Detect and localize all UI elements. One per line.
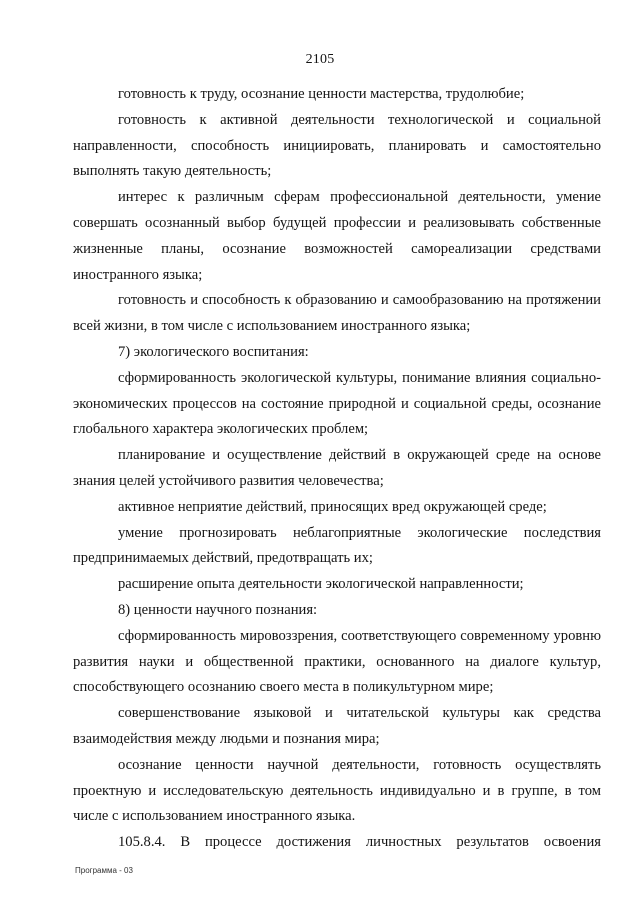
page-footer: Программа - 03 [75, 866, 133, 875]
paragraph: планирование и осуществление действий в окружающей среде на основе знания целей устойчивого развития человечества; [73, 447, 601, 489]
paragraph: осознание ценности научной деятельности, готовность осуществлять проектную и исследовательскую деятельность индивидуально и в группе, в том числе с использованием иностранного языка. [73, 756, 601, 825]
document-body [73, 82, 601, 856]
paragraph: совершенствование языковой и читательской культуры как средства взаимодействия между людьми и познания мира; [73, 705, 601, 747]
paragraph: сформированность мировоззрения, соответствующего современному уровню развития науки и общественной практики, основанного на диалоге культур, способствующего осознанию своего места в поликультурном мире; [73, 627, 601, 696]
paragraph: готовность и способность к образованию и самообразованию на протяжении всей жизни, в том числе с использованием иностранного языка; [73, 292, 601, 335]
section-heading: 7) экологического воспитания: [118, 343, 309, 360]
page-number: 2105 [305, 52, 335, 67]
section-heading: 8) ценности научного познания: [118, 601, 318, 618]
paragraph: интерес к различным сферам профессиональной деятельности, умение совершать осознанный выбор будущей профессии и реализовывать собственные жизненные планы, осознание возможностей самореализации средствами иностранного языка; [73, 189, 601, 283]
paragraph: умение прогнозировать неблагоприятные экологические последствия предпринимаемых действий, предотвращать их; [73, 524, 601, 567]
clause-paragraph: 105.8.4. В процессе достижения личностных результатов освоения [118, 834, 601, 851]
paragraph: сформированность экологической культуры, понимание влияния социально-экономических процессов на состояние природной и социальной среды, осознание глобального характера экологических проблем; [73, 369, 601, 438]
paragraph: активное неприятие действий, приносящих вред окружающей среде; [118, 498, 547, 515]
paragraph: готовность к труду, осознание ценности мастерства, трудолюбие; [118, 86, 525, 102]
paragraph: расширение опыта деятельности экологической направленности; [118, 576, 524, 593]
paragraph: готовность к активной деятельности технологической и социальной направленности, способность инициировать, планировать и самостоятельно выполнять такую деятельность; [73, 111, 601, 180]
